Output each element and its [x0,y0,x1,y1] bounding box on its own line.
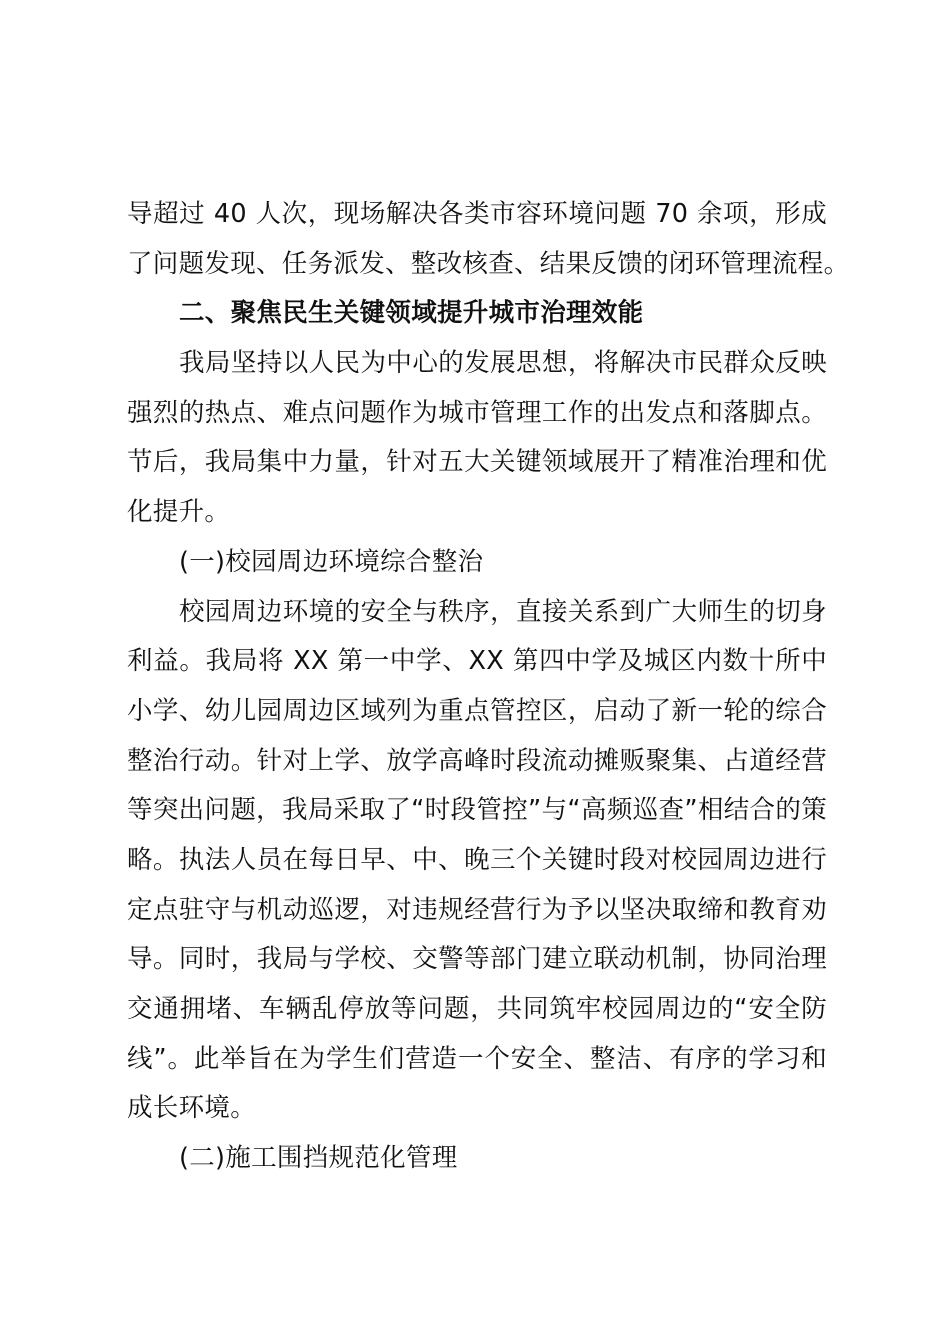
body-text-line: 成长环境。 [127,1093,257,1124]
body-text-line: 导超过 40 人次，现场解决各类市容环境问题 70 余项，形成 [127,199,827,229]
document-body [127,190,850,1184]
body-text-line: 小学、幼儿园周边区域列为重点管控区，启动了新一轮的综合 [127,695,827,726]
body-text-line: 了问题发现、任务派发、整改核查、结果反馈的闭环管理流程。 [127,248,850,279]
subsection-heading: (二)施工围挡规范化管理 [179,1143,458,1174]
body-text-line: 化提升。 [127,497,231,528]
body-text-line: 强烈的热点、难点问题作为城市管理工作的出发点和落脚点。 [127,397,827,428]
section-heading: 二、聚焦民生关键领域提升城市治理效能 [179,298,644,329]
body-text-line: 等突出问题，我局采取了“时段管控”与“高频巡查”相结合的策 [127,795,827,826]
body-text-line: 整治行动。针对上学、放学高峰时段流动摊贩聚集、占道经营 [127,745,827,776]
body-text-line: 交通拥堵、车辆乱停放等问题，共同筑牢校园周边的“安全防 [127,994,827,1024]
body-text-line: 校园周边环境的安全与秩序，直接关系到广大师生的切身 [179,596,827,627]
body-text-line: 利益。我局将 XX 第一中学、XX 第四中学及城区内数十所中 [127,646,827,677]
body-text-line: 导。同时，我局与学校、交警等部门建立联动机制，协同治理 [127,944,827,975]
body-text-line: 略。执法人员在每日早、中、晚三个关键时段对校园周边进行 [127,844,827,875]
body-text-line: 节后，我局集中力量，针对五大关键领域展开了精准治理和优 [127,447,827,478]
body-text-line: 定点驻守与机动巡逻，对违规经营行为予以坚决取缔和教育劝 [127,894,827,925]
subsection-heading: (一)校园周边环境综合整治 [179,546,484,577]
body-text-line: 线”。此举旨在为学生们营造一个安全、整洁、有序的学习和 [127,1043,827,1074]
body-text-line: 我局坚持以人民为中心的发展思想，将解决市民群众反映 [179,348,827,379]
